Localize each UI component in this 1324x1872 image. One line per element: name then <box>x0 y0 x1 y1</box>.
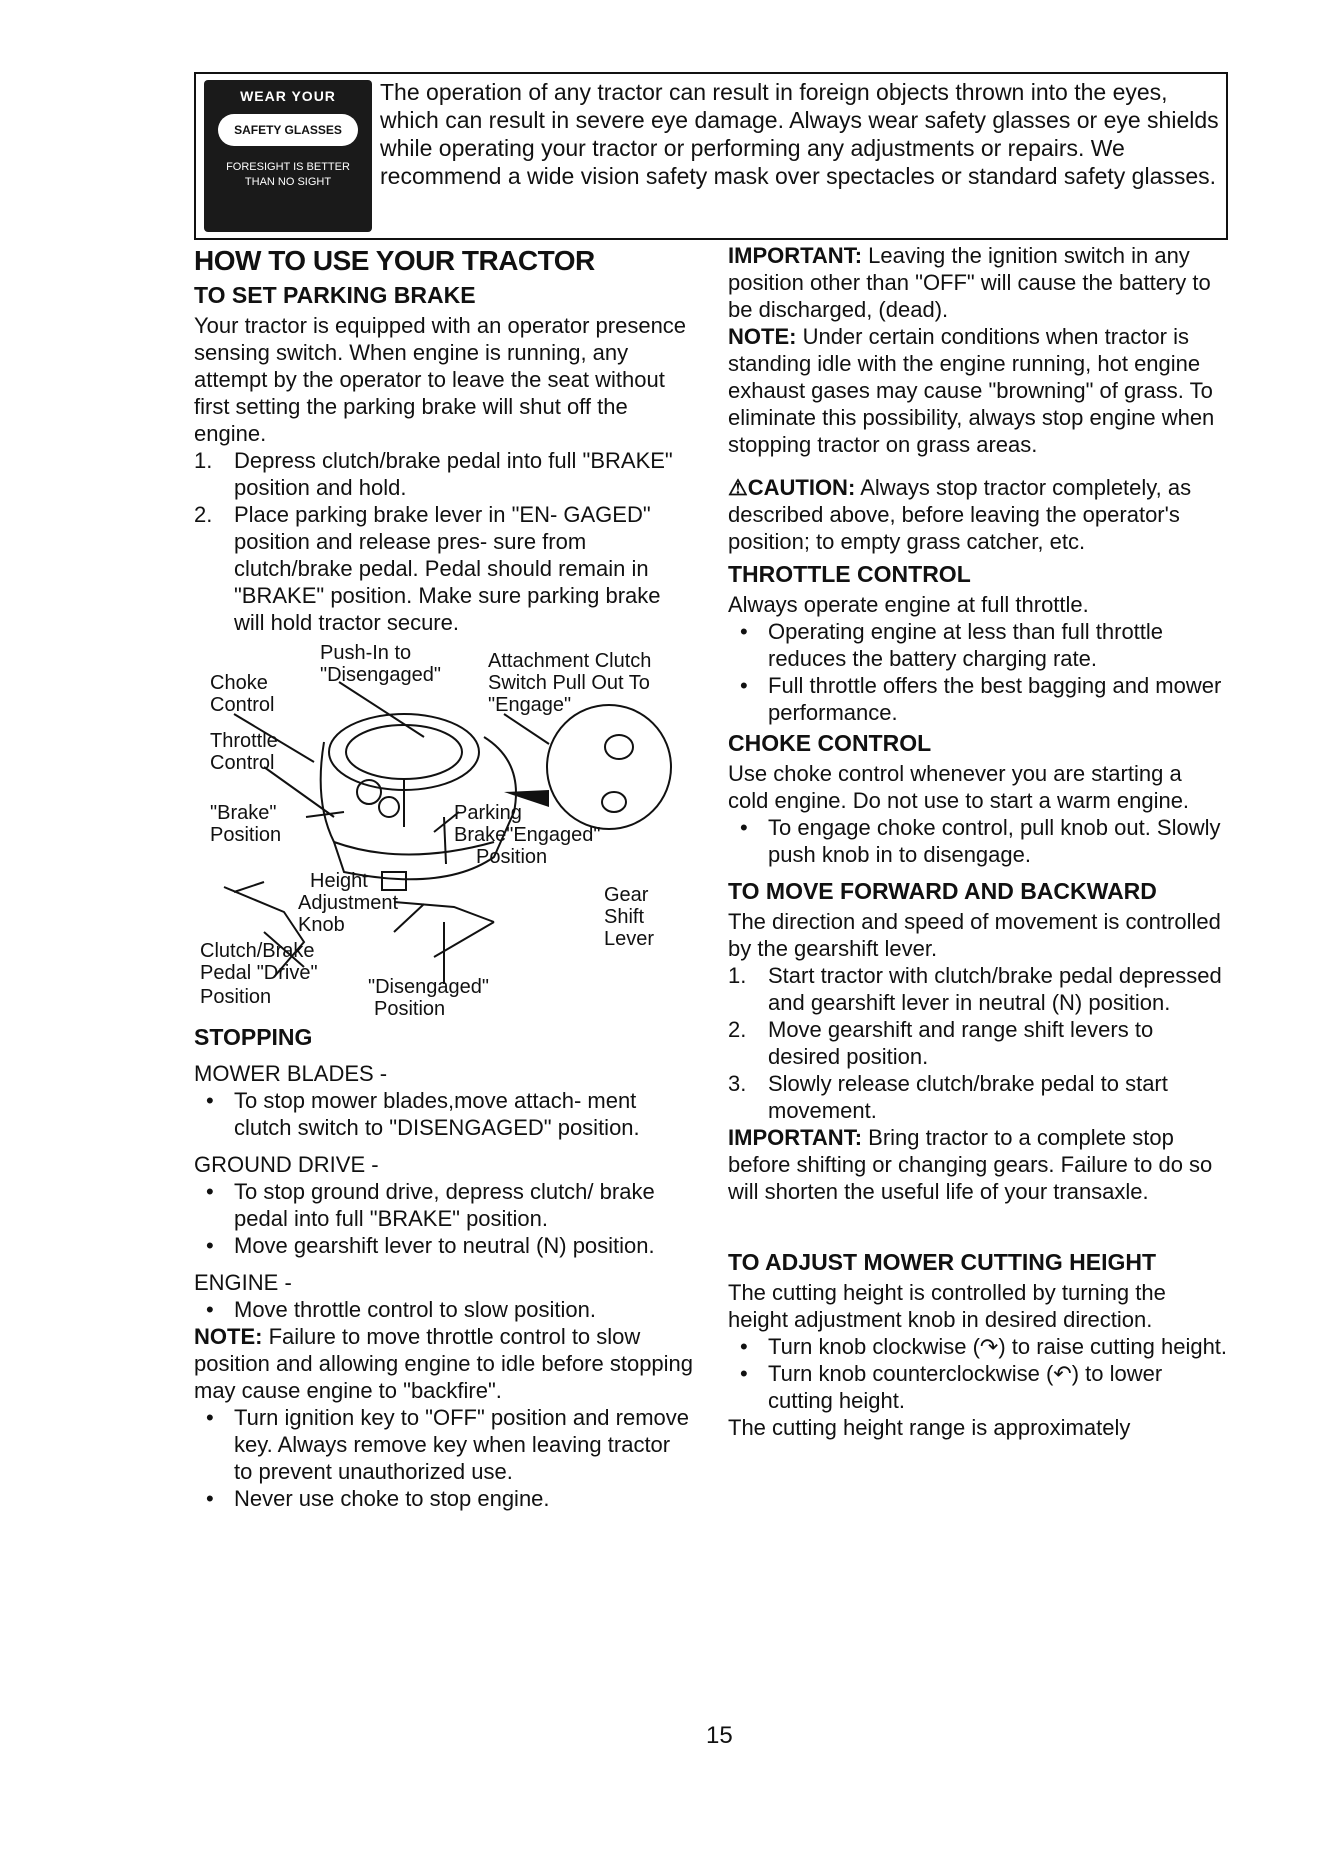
section-title: HOW TO USE YOUR TRACTOR <box>194 245 595 276</box>
label-clutch-3: Position <box>200 986 272 1008</box>
label-attachment-3: "Engage" <box>488 694 572 716</box>
label-clutch-2: Pedal "Drive" <box>200 962 318 984</box>
label-disengaged-2: Position <box>374 998 446 1020</box>
engine-note: NOTE: Failure to move throttle control to slow position and allowing engine to idle before stopping may cause engine to "backfire". <box>194 1324 694 1403</box>
label-brake-2: Position <box>210 824 282 846</box>
throttle-paragraph: Always operate engine at full throttle. <box>728 592 1089 617</box>
badge-bottom-line-1: FORESIGHT IS BETTER <box>226 161 350 173</box>
list-item: • Operating engine at less than full throttle reduces the battery charging rate. <box>740 619 1164 671</box>
move-steps <box>728 962 1228 1124</box>
label-throttle-2: Control <box>210 752 275 774</box>
list-item: • To stop mower blades,move attach- ment clutch switch to "DISENGAGED" position. <box>206 1088 640 1140</box>
cutting-height-paragraph: The cutting height is controlled by turning the height adjustment knob in desired direction. <box>728 1280 1166 1332</box>
list-item: • To stop ground drive, depress clutch/ brake pedal into full "BRAKE" position. <box>206 1179 655 1231</box>
throttle-list <box>728 618 1228 726</box>
caution-icon: ⚠ <box>728 475 748 500</box>
badge-bottom-line-2: THAN NO SIGHT <box>244 176 332 188</box>
cutting-height-heading: TO ADJUST MOWER CUTTING HEIGHT <box>728 1249 1157 1275</box>
list-item: • Turn knob counterclockwise (↶) to lower cutting height. <box>740 1361 1163 1413</box>
important-gears: IMPORTANT: Bring tractor to a complete stop before shifting or changing gears. Failure to do so will shorten the useful life of your transaxle. <box>728 1125 1213 1204</box>
parking-brake-heading: TO SET PARKING BRAKE <box>194 282 476 308</box>
parking-brake-steps <box>194 447 694 636</box>
list-item: 1. Depress clutch/brake pedal into full "BRAKE" position and hold. <box>194 448 673 500</box>
page-number: 15 <box>706 1722 733 1749</box>
cutting-height-list <box>728 1333 1228 1414</box>
label-attachment-2: Switch Pull Out To <box>488 672 650 694</box>
label-height-3: Knob <box>298 914 345 936</box>
label-parking-3: Position <box>476 846 548 868</box>
list-item: • Move throttle control to slow position. <box>206 1297 596 1322</box>
label-brake-1: "Brake" <box>210 802 277 824</box>
list-item: • Move gearshift lever to neutral (N) position. <box>206 1233 655 1258</box>
stopping-heading: STOPPING <box>194 1024 313 1050</box>
list-item: 1. Start tractor with clutch/brake pedal depressed and gearshift lever in neutral (N) position. <box>728 963 1222 1015</box>
engine-list-2 <box>194 1404 694 1512</box>
move-heading: TO MOVE FORWARD AND BACKWARD <box>728 878 1157 904</box>
list-item: • Full throttle offers the best bagging and mower performance. <box>740 673 1222 725</box>
badge-mid-text: SAFETY GLASSES <box>218 114 358 146</box>
badge-top-text: WEAR YOUR <box>240 88 336 104</box>
safety-glasses-badge <box>204 80 372 232</box>
parking-brake-paragraph: Your tractor is equipped with an operator presence sensing switch. When engine is running, any attempt by the operator to leave the seat without first setting the parking brake will shut off the engine. <box>194 313 687 446</box>
list-item: • Turn knob clockwise (↷) to raise cutting height. <box>740 1334 1228 1359</box>
label-push-in: Push-In to <box>320 642 412 664</box>
label-choke-2: Control <box>210 694 275 716</box>
label-gear-3: Lever <box>604 928 655 950</box>
ground-drive-label: GROUND DRIVE - <box>194 1152 379 1177</box>
label-gear-1: Gear <box>604 884 649 906</box>
choke-list <box>728 814 1228 868</box>
label-parking-2: Brake"Engaged" <box>454 824 601 846</box>
browning-note: NOTE: Under certain conditions when tractor is standing idle with the engine running, hot engine exhaust gases may cause "browning" of grass. To eliminate this possibility, always stop engine when stopping tractor on grass areas. <box>728 324 1215 457</box>
label-clutch-1: Clutch/Brake <box>200 940 315 962</box>
label-choke-1: Choke <box>210 672 268 694</box>
label-attachment-1: Attachment Clutch <box>488 650 652 672</box>
move-paragraph: The direction and speed of movement is controlled by the gearshift lever. <box>728 909 1221 961</box>
label-height-2: Adjustment <box>298 892 399 914</box>
list-item: 3. Slowly release clutch/brake pedal to start movement. <box>728 1071 1168 1123</box>
list-item: • To engage choke control, pull knob out. Slowly push knob in to disengage. <box>740 815 1221 867</box>
mower-blades-label: MOWER BLADES - <box>194 1061 388 1086</box>
list-item: 2. Move gearshift and range shift levers to desired position. <box>728 1017 1154 1069</box>
ground-drive-list <box>194 1178 694 1259</box>
right-column <box>728 240 1228 1441</box>
mower-blades-list <box>194 1087 694 1141</box>
label-height-1: Height <box>310 870 368 892</box>
left-column <box>194 240 694 1512</box>
throttle-heading: THROTTLE CONTROL <box>728 561 971 587</box>
choke-heading: CHOKE CONTROL <box>728 730 932 756</box>
caution-paragraph: ⚠CAUTION: Always stop tractor completely, as described above, before leaving the operator's position; to empty grass catcher, etc. <box>728 475 1192 554</box>
safety-warning-text: The operation of any tractor can result in foreign objects thrown into the eyes, which can result in severe eye damage. Always wear safety glasses or eye shields while operating your tractor or performing any adjustments or repairs. We recommend a wide vision safety mask over spectacles or standard safety glasses. <box>380 79 1219 189</box>
label-disengaged-top: "Disengaged" <box>320 664 441 686</box>
label-disengaged-1: "Disengaged" <box>368 976 489 998</box>
choke-paragraph: Use choke control whenever you are starting a cold engine. Do not use to start a warm engine. <box>728 761 1190 813</box>
label-parking-1: Parking <box>454 802 522 824</box>
engine-list-1 <box>194 1296 694 1323</box>
cutting-height-range: The cutting height range is approximately <box>728 1415 1131 1440</box>
tractor-controls-diagram <box>194 642 694 1082</box>
list-item: • Turn ignition key to "OFF" position and remove key. Always remove key when leaving tractor to prevent unauthorized use. <box>206 1405 690 1484</box>
list-item: • Never use choke to stop engine. <box>206 1486 550 1511</box>
label-gear-2: Shift <box>604 906 645 928</box>
label-throttle-1: Throttle <box>210 730 278 752</box>
list-item: 2. Place parking brake lever in "EN- GAGED" position and release pres- sure from clutch/brake pedal. Pedal should remain in "BRAKE" position. Make sure parking brake will hold tractor secure. <box>194 502 661 635</box>
safety-warning-box <box>194 72 1228 240</box>
engine-label: ENGINE - <box>194 1270 292 1295</box>
important-ignition: IMPORTANT: Leaving the ignition switch in any position other than "OFF" will cause the battery to be discharged, (dead). <box>728 243 1211 322</box>
